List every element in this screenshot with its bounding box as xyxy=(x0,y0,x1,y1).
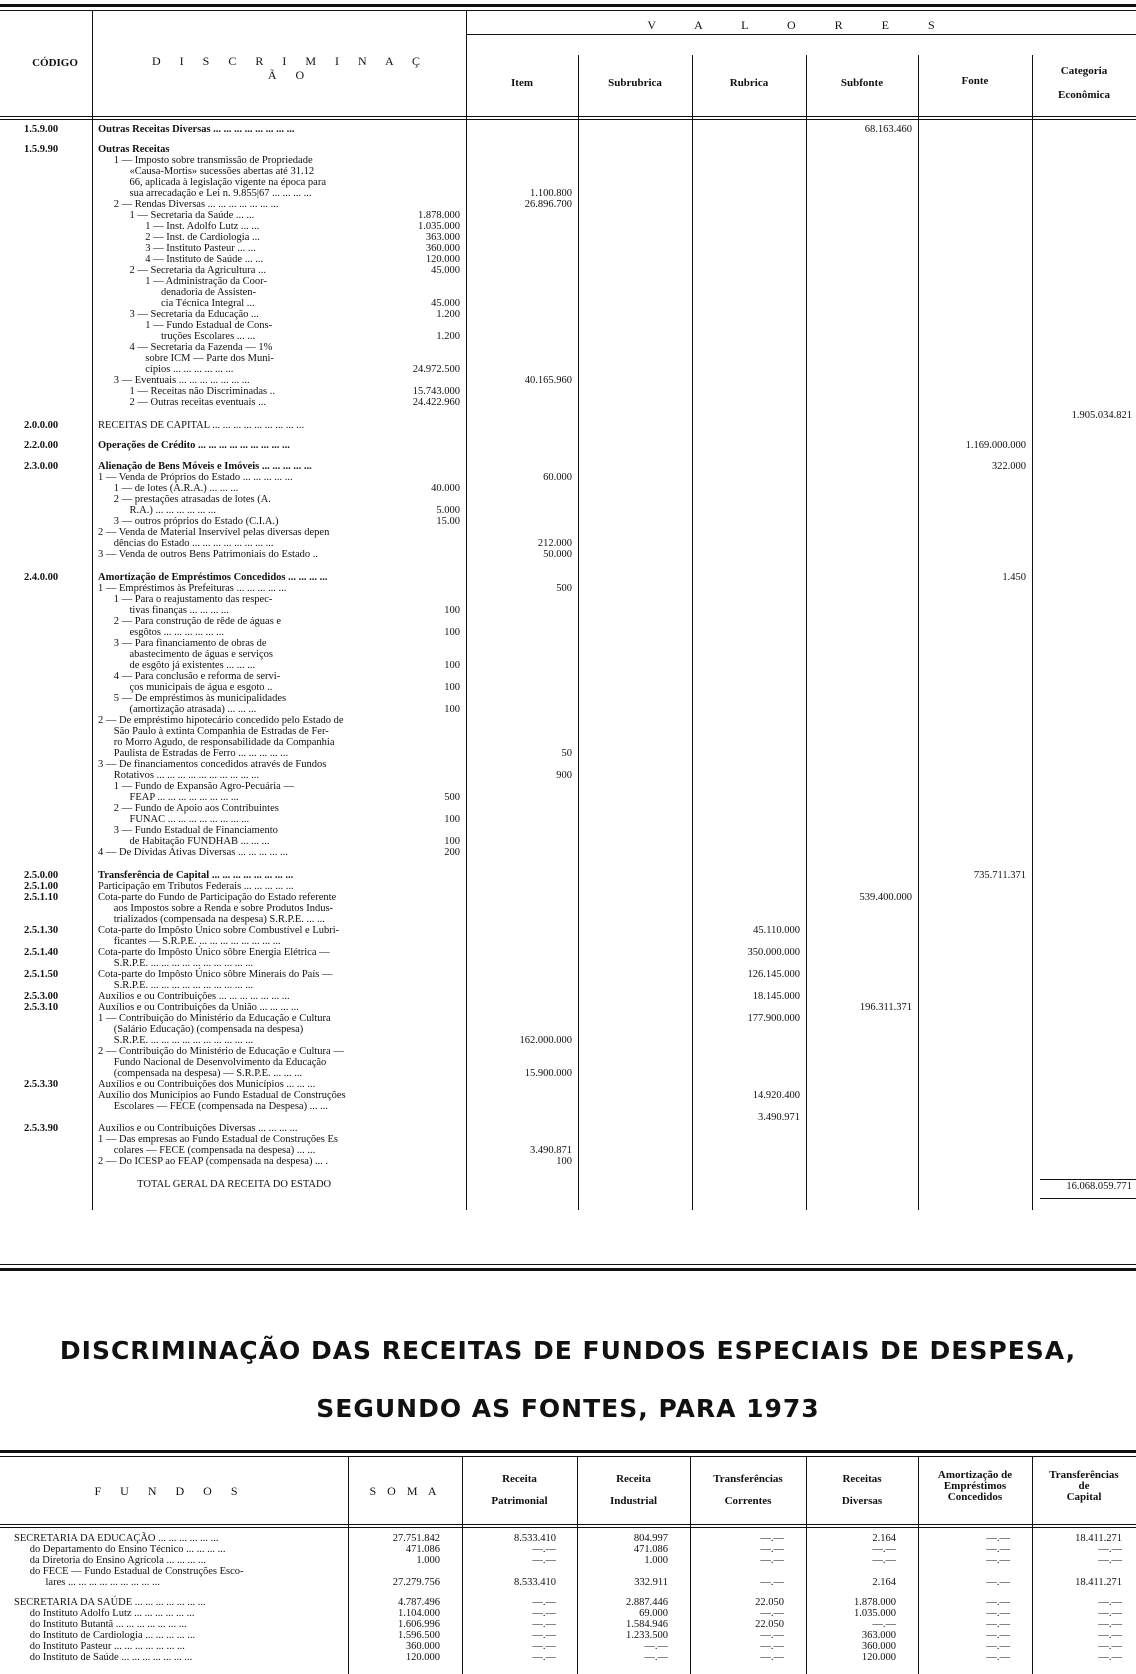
row-rubrica-value: 177.900.000 xyxy=(747,1013,800,1024)
row-sub-value: 5.000 xyxy=(436,505,460,516)
row-description: «Causa-Mortis» sucessões abertas até 31.12 xyxy=(98,166,315,177)
header-categoria: Categoria xyxy=(1060,65,1108,77)
fund-value: —.— xyxy=(872,1555,896,1566)
fund-name: da Diretoria do Ensino Agrícola ... ... ... ... xyxy=(14,1555,206,1566)
row-description: (compensada na despesa) — S.R.P.E. ... ... ... xyxy=(98,1068,303,1079)
row-fonte-value: 735.711.371 xyxy=(973,870,1026,881)
fund-value: —.— xyxy=(986,1630,1010,1641)
fund-value: —.— xyxy=(986,1597,1010,1608)
row-description: 4 — Instituto de Saúde ... ... xyxy=(98,254,264,265)
row-description: FUNAC ... ... ... ... ... ... ... ... xyxy=(98,814,250,825)
row-item-value: 40.165.960 xyxy=(524,375,572,386)
fund-value: —.— xyxy=(986,1652,1010,1663)
row-description: abastecimento de águas e serviços xyxy=(98,649,273,660)
fund-value: —.— xyxy=(1098,1652,1122,1663)
row-sub-value: 1.200 xyxy=(436,331,460,342)
fund-value: 120.000 xyxy=(405,1652,440,1663)
row-description: dências do Estado ... ... ... ... ... ... ... ... xyxy=(98,538,274,549)
row-description: TOTAL GERAL DA RECEITA DO ESTADO xyxy=(98,1179,332,1190)
row-description: 4 — Secretaria da Fazenda — 1% xyxy=(98,342,273,353)
fund-value: —.— xyxy=(986,1608,1010,1619)
section2-header-soma: S O M A xyxy=(369,1484,441,1498)
row-description: Alienação de Bens Móveis e Imóveis ... ... ... ... ... xyxy=(98,461,312,472)
fund-value: —.— xyxy=(532,1555,556,1566)
fund-value: 27.751.842 xyxy=(392,1533,440,1544)
row-description: Auxílios e ou Contribuições Diversas ... ... ... ... xyxy=(98,1123,298,1134)
row-item-value: 50 xyxy=(561,748,572,759)
row-sub-value: 100 xyxy=(444,682,460,693)
fund-name: do Instituto Butantã ... ... ... ... ... ... ... xyxy=(14,1619,187,1630)
row-description: 2 — Secretaria da Agricultura ... xyxy=(98,265,266,276)
row-sub-value: 24.422.960 xyxy=(412,397,460,408)
fund-value: 1.104.000 xyxy=(398,1608,440,1619)
row-description: Outras Receitas Diversas ... ... ... ... ... ... ... ... xyxy=(98,124,295,135)
row-item-value: 500 xyxy=(556,583,572,594)
row-description: Operações de Crédito ... ... ... ... ... ... ... ... ... xyxy=(98,440,290,451)
row-description: 2 — prestações atrasadas de lotes (A. xyxy=(98,494,271,505)
fund-value: 360.000 xyxy=(861,1641,896,1652)
header-subfonte: Subfonte xyxy=(840,77,884,89)
row-item-value: 162.000.000 xyxy=(519,1035,572,1046)
row-code: 2.5.1.10 xyxy=(24,892,59,903)
fund-value: —.— xyxy=(760,1555,784,1566)
row-description: Auxílios e ou Contribuições dos Municípios ... ... ... xyxy=(98,1079,316,1090)
row-description: 5 — De empréstimos às municipalidades xyxy=(98,693,287,704)
row-code: 2.5.3.00 xyxy=(24,991,59,1002)
row-sub-value: 100 xyxy=(444,660,460,671)
row-description: Auxílio dos Municípios ao Fundo Estadual de Construções xyxy=(98,1090,346,1101)
row-sub-value: 45.000 xyxy=(431,298,460,309)
row-sub-value: 363.000 xyxy=(425,232,460,243)
fund-name: do Departamento do Ensino Técnico ... ... ... ... xyxy=(14,1544,226,1555)
fund-value: —.— xyxy=(986,1555,1010,1566)
row-code: 2.4.0.00 xyxy=(24,572,59,583)
row-description: Paulista de Estradas de Ferro ... ... ... ... ... xyxy=(98,748,289,759)
row-description: 2 — De empréstimo hipotecário concedido pelo Estado de xyxy=(98,715,344,726)
fund-value: —.— xyxy=(644,1641,668,1652)
row-description: 1 — Administração da Coor- xyxy=(98,276,267,287)
row-description: tivas finanças ... ... ... ... xyxy=(98,605,229,616)
fund-value: 2.164 xyxy=(872,1577,896,1588)
row-item-value: 1.100.800 xyxy=(530,188,572,199)
fund-value: 471.086 xyxy=(633,1544,668,1555)
section2-header-col: Receitas Diversas xyxy=(841,1473,883,1507)
row-description: 1 — Imposto sobre transmissão de Propriedade xyxy=(98,155,313,166)
row-description: Participação em Tributos Federais ... ... ... ... ... xyxy=(98,881,294,892)
fund-value: 1.035.000 xyxy=(854,1608,896,1619)
header-discriminacao: D I S C R I M I N A Ç Ã O xyxy=(151,54,429,82)
fund-value: —.— xyxy=(760,1608,784,1619)
row-code: 2.5.3.10 xyxy=(24,1002,59,1013)
row-item-value: 50.000 xyxy=(543,549,572,560)
fund-value: —.— xyxy=(1098,1608,1122,1619)
fund-value: —.— xyxy=(986,1641,1010,1652)
row-description: colares — FECE (compensada na despesa) ... ... xyxy=(98,1145,316,1156)
fund-value: 363.000 xyxy=(861,1630,896,1641)
fund-value: 332.911 xyxy=(634,1577,668,1588)
row-description: 2 — Inst. de Cardiologia ... xyxy=(98,232,260,243)
row-code: 2.0.0.00 xyxy=(24,420,59,431)
fund-value: 360.000 xyxy=(405,1641,440,1652)
fund-value: 1.584.946 xyxy=(626,1619,668,1630)
row-description: 1 — Para o reajustamento das respec- xyxy=(98,594,273,605)
section2-header-col: Receita Patrimonial xyxy=(491,1473,548,1507)
header-economica: Econômica xyxy=(1058,89,1110,101)
row-sub-value: 1.200 xyxy=(436,309,460,320)
row-categoria-value: 1.905.034.821 xyxy=(1071,410,1132,421)
row-fonte-value: 322.000 xyxy=(991,461,1026,472)
row-description: São Paulo à extinta Companhia de Estradas de Fer- xyxy=(98,726,329,737)
fund-name: do Instituto Adolfo Lutz ... ... ... ... ... ... xyxy=(14,1608,195,1619)
row-item-value: 100 xyxy=(556,1156,572,1167)
fund-value: 27.279.756 xyxy=(392,1577,440,1588)
row-rubrica-value: 45.110.000 xyxy=(753,925,800,936)
fund-value: 1.233.500 xyxy=(626,1630,668,1641)
row-sub-value: 1.035.000 xyxy=(418,221,460,232)
fund-value: —.— xyxy=(986,1533,1010,1544)
section2-title-line1: DISCRIMINAÇÃO DAS RECEITAS DE FUNDOS ESPECIAIS DE DESPESA, xyxy=(59,1336,1077,1365)
row-description: 4 — De Dívidas Ativas Diversas ... ... ... ... ... xyxy=(98,847,288,858)
row-description: S.R.P.E. ... ... ... ... ... ... ... ... ... ... xyxy=(98,958,254,969)
row-subfonte-value: 539.400.000 xyxy=(859,892,912,903)
row-description: 1 — Fundo Estadual de Cons- xyxy=(98,320,273,331)
row-rubrica-value: 3.490.971 xyxy=(758,1112,800,1123)
row-description: esgôtos ... ... ... ... ... ... xyxy=(98,627,224,638)
fund-value: —.— xyxy=(986,1619,1010,1630)
fund-value: 471.086 xyxy=(405,1544,440,1555)
row-description: Transferência de Capital ... ... ... ... ... ... ... ... xyxy=(98,870,294,881)
row-description: ços municipais de água e esgoto .. xyxy=(98,682,273,693)
section2-header-col: Transferências de Capital xyxy=(1049,1469,1119,1503)
fund-name: do FECE — Fundo Estadual de Construções Esco- xyxy=(14,1566,244,1577)
fund-value: 1.878.000 xyxy=(854,1597,896,1608)
row-code: 2.5.0.00 xyxy=(24,870,59,881)
row-description: 1 — de lotes (A.R.A.) ... ... ... xyxy=(98,483,239,494)
row-description: RECEITAS DE CAPITAL ... ... ... ... ... ... ... ... ... xyxy=(98,420,305,431)
row-code: 2.5.1.40 xyxy=(24,947,59,958)
row-item-value: 26.896.700 xyxy=(524,199,572,210)
row-sub-value: 200 xyxy=(444,847,460,858)
fund-value: —.— xyxy=(1098,1555,1122,1566)
row-fonte-value: 1.169.000.000 xyxy=(965,440,1026,451)
row-sub-value: 40.000 xyxy=(431,483,460,494)
fund-value: 1.000 xyxy=(416,1555,440,1566)
row-sub-value: 15.743.000 xyxy=(412,386,460,397)
fund-value: 1.000 xyxy=(644,1555,668,1566)
fund-value: —.— xyxy=(532,1608,556,1619)
fund-name: SECRETARIA DA SAÚDE ... ... ... ... ... ... ... xyxy=(14,1597,206,1608)
row-description: 2 — Venda de Material Inservível pelas diversas depen xyxy=(98,527,330,538)
fund-value: 22.050 xyxy=(755,1619,784,1630)
row-description: aos Impostos sobre a Renda e sobre Produtos Indus- xyxy=(98,903,334,914)
fund-name: do Instituto de Saúde ... ... ... ... ... ... ... xyxy=(14,1652,193,1663)
fund-value: —.— xyxy=(760,1641,784,1652)
fund-value: —.— xyxy=(986,1577,1010,1588)
row-description: Auxílios e ou Contribuições ... ... ... ... ... ... ... xyxy=(98,991,290,1002)
row-description: 1 — Inst. Adolfo Lutz ... ... xyxy=(98,221,260,232)
row-item-value: 15.900.000 xyxy=(524,1068,572,1079)
row-sub-value: 24.972.500 xyxy=(412,364,460,375)
row-description: 2 — Fundo de Apoio aos Contribuintes xyxy=(98,803,279,814)
row-code: 2.5.3.90 xyxy=(24,1123,59,1134)
row-description: 3 — Instituto Pasteur ... ... xyxy=(98,243,256,254)
row-description: 1 — Contribuição do Ministério da Educação e Cultura xyxy=(98,1013,331,1024)
fund-value: 22.050 xyxy=(755,1597,784,1608)
section2-header-col: Transferências Correntes xyxy=(713,1473,783,1507)
row-description: 3 — Eventuais ... ... ... ... ... ... ... xyxy=(98,375,250,386)
row-description: 2 — Rendas Diversas ... ... ... ... ... ... ... xyxy=(98,199,279,210)
row-description: 1 — Empréstimos às Prefeituras ... ... ... ... ... xyxy=(98,583,287,594)
fund-value: 2.164 xyxy=(872,1533,896,1544)
row-code: 2.5.3.30 xyxy=(24,1079,59,1090)
fund-value: 1.596.500 xyxy=(398,1630,440,1641)
row-subfonte-value: 68.163.460 xyxy=(864,124,912,135)
section2-header-fundos: F U N D O S xyxy=(94,1484,246,1498)
row-description: 3 — De financiamentos concedidos através de Fundos xyxy=(98,759,327,770)
row-sub-value: 120.000 xyxy=(425,254,460,265)
row-description: Fundo Nacional de Desenvolvimento da Educação xyxy=(98,1057,327,1068)
row-sub-value: 100 xyxy=(444,704,460,715)
fund-value: —.— xyxy=(760,1577,784,1588)
fund-value: —.— xyxy=(760,1630,784,1641)
row-description: Cota-parte do Impôsto Único sôbre Minerais do País — xyxy=(98,969,333,980)
section2-header-col: Receita Industrial xyxy=(609,1473,658,1507)
row-description: 4 — Para conclusão e reforma de servi- xyxy=(98,671,281,682)
fund-value: —.— xyxy=(760,1652,784,1663)
fund-value: —.— xyxy=(1098,1597,1122,1608)
row-sub-value: 500 xyxy=(444,792,460,803)
fund-value: 2.887.446 xyxy=(626,1597,668,1608)
row-description: denadoria de Assisten- xyxy=(98,287,257,298)
row-description: 1 — Fundo de Expansão Agro-Pecuária — xyxy=(98,781,294,792)
row-sub-value: 100 xyxy=(444,814,460,825)
row-description: 1 — Das empresas ao Fundo Estadual de Construções Es xyxy=(98,1134,338,1145)
row-description: sobre ICM — Parte dos Muni- xyxy=(98,353,274,364)
row-sub-value: 1.878.000 xyxy=(418,210,460,221)
fund-value: 120.000 xyxy=(861,1652,896,1663)
row-description: S.R.P.E. ... ... ... ... ... ... ... ... ... ... xyxy=(98,1035,254,1046)
fund-value: —.— xyxy=(872,1544,896,1555)
row-description: 1 — Receitas não Discriminadas .. xyxy=(98,386,276,397)
row-code: 2.5.1.30 xyxy=(24,925,59,936)
fund-value: —.— xyxy=(532,1619,556,1630)
row-subfonte-value: 196.311.371 xyxy=(859,1002,912,1013)
row-description: Auxílios e ou Contribuições da União ... ... ... ... xyxy=(98,1002,299,1013)
section2-header-col: Amortização de Empréstimos Concedidos xyxy=(937,1469,1013,1503)
fund-value: —.— xyxy=(532,1641,556,1652)
fund-value: —.— xyxy=(532,1597,556,1608)
fund-name: SECRETARIA DA EDUCAÇÃO ... ... ... ... ... ... xyxy=(14,1533,219,1544)
row-sub-value: 15.00 xyxy=(436,516,460,527)
row-description: FEAP ... ... ... ... ... ... ... ... xyxy=(98,792,239,803)
row-rubrica-value: 18.145.000 xyxy=(752,991,800,1002)
fund-value: —.— xyxy=(1098,1630,1122,1641)
row-description: de Habitação FUNDHAB ... ... ... xyxy=(98,836,270,847)
fund-value: —.— xyxy=(872,1619,896,1630)
header-codigo: CÓDIGO xyxy=(32,57,78,69)
row-description: Cota-parte do Fundo de Participação do Estado referente xyxy=(98,892,337,903)
fund-value: 8.533.410 xyxy=(514,1577,556,1588)
row-description: ro Morro Agudo, de responsabilidade da Companhia xyxy=(98,737,335,748)
fund-name: do Instituto Pasteur ... ... ... ... ... ... ... xyxy=(14,1641,185,1652)
section2-title-line2: SEGUNDO AS FONTES, PARA 1973 xyxy=(316,1394,820,1423)
row-description: trializados (compensada na despesa) S.R.P.E. ... ... xyxy=(98,914,325,925)
row-sub-value: 45.000 xyxy=(431,265,460,276)
row-description: 3 — outros próprios do Estado (C.I.A.) xyxy=(98,516,279,527)
row-categoria-value: 16.068.059.771 xyxy=(1066,1181,1132,1192)
row-item-value: 900 xyxy=(556,770,572,781)
row-code: 1.5.9.00 xyxy=(24,124,59,135)
row-description: cípios ... ... ... ... ... ... xyxy=(98,364,234,375)
fund-value: —.— xyxy=(1098,1641,1122,1652)
row-description: Outras Receitas xyxy=(98,144,170,155)
row-fonte-value: 1.450 xyxy=(1002,572,1026,583)
row-description: de esgôto já existentes ... ... ... xyxy=(98,660,256,671)
fund-value: —.— xyxy=(986,1544,1010,1555)
row-code: 2.3.0.00 xyxy=(24,461,59,472)
row-code: 1.5.9.90 xyxy=(24,144,59,155)
row-description: (amortização atrasada) ... ... ... xyxy=(98,704,257,715)
row-description: R.A.) ... ... ... ... ... ... xyxy=(98,505,216,516)
fund-value: 18.411.271 xyxy=(1075,1577,1122,1588)
row-description: sua arrecadação e Lei n. 9.855|67 ... ... ... ... xyxy=(98,188,312,199)
fund-value: —.— xyxy=(532,1630,556,1641)
row-description: Escolares — FECE (compensada na Despesa) ... ... xyxy=(98,1101,329,1112)
fund-value: —.— xyxy=(644,1652,668,1663)
row-description: 3 — Fundo Estadual de Financiamento xyxy=(98,825,278,836)
row-description: 2 — Do ICESP ao FEAP (compensada na despesa) ... . xyxy=(98,1156,329,1167)
fund-name: do Instituto de Cardiologia ... ... ... ... ... xyxy=(14,1630,196,1641)
row-sub-value: 100 xyxy=(444,605,460,616)
row-rubrica-value: 350.000.000 xyxy=(747,947,800,958)
row-sub-value: 360.000 xyxy=(425,243,460,254)
row-description: 2 — Outras receitas eventuais ... xyxy=(98,397,266,408)
row-code: 2.5.1.00 xyxy=(24,881,59,892)
row-description: Amortização de Empréstimos Concedidos ... ... ... ... xyxy=(98,572,328,583)
fund-value: —.— xyxy=(1098,1619,1122,1630)
row-description: truções Escolares ... ... xyxy=(98,331,256,342)
row-rubrica-value: 14.920.400 xyxy=(752,1090,800,1101)
row-rubrica-value: 126.145.000 xyxy=(747,969,800,980)
fund-value: 8.533.410 xyxy=(514,1533,556,1544)
row-description: 1 — Secretaria da Saúde ... ... xyxy=(98,210,255,221)
fund-value: —.— xyxy=(532,1544,556,1555)
fund-value: 1.606.996 xyxy=(398,1619,440,1630)
header-rubrica: Rubrica xyxy=(729,77,769,89)
header-subrubrica: Subrubrica xyxy=(608,77,662,89)
row-code: 2.5.1.50 xyxy=(24,969,59,980)
header-fonte: Fonte xyxy=(961,75,989,87)
row-item-value: 3.490.871 xyxy=(530,1145,572,1156)
row-description: 3 — Para financiamento de obras de xyxy=(98,638,267,649)
fund-value: —.— xyxy=(1098,1544,1122,1555)
row-description: Cota-parte do Impôsto Único sôbre Energia Elétrica — xyxy=(98,947,330,958)
row-description: S.R.P.E. ... ... ... ... ... ... ... ... ... ... xyxy=(98,980,254,991)
row-description: Cota-parte do Impôsto Único sobre Combustível e Lubri- xyxy=(98,925,340,936)
header-item: Item xyxy=(511,77,533,89)
row-description: cia Técnica Integral ... xyxy=(98,298,255,309)
fund-name: lares ... ... ... ... ... ... ... ... ... xyxy=(14,1577,160,1588)
fund-value: 4.787.496 xyxy=(398,1597,440,1608)
row-description: (Salário Educação) (compensada na despesa) xyxy=(98,1024,304,1035)
fund-value: 18.411.271 xyxy=(1075,1533,1122,1544)
fund-value: —.— xyxy=(760,1544,784,1555)
row-description: ficantes — S.R.P.E. ... ... ... ... ... ... ... ... xyxy=(98,936,281,947)
fund-value: 69.000 xyxy=(639,1608,668,1619)
fund-value: —.— xyxy=(760,1533,784,1544)
row-description: Rotativos ... ... ... ... ... ... ... ... ... ... xyxy=(98,770,260,781)
row-description: 3 — Secretaria da Educação ... xyxy=(98,309,259,320)
row-description: 66, aplicada à legislação vigente na época para xyxy=(98,177,326,188)
row-item-value: 212.000 xyxy=(537,538,572,549)
fund-value: 804.997 xyxy=(633,1533,668,1544)
fund-value: —.— xyxy=(532,1652,556,1663)
row-sub-value: 100 xyxy=(444,627,460,638)
row-item-value: 60.000 xyxy=(543,472,572,483)
row-description: 2 — Contribuição do Ministério de Educação e Cultura — xyxy=(98,1046,344,1057)
row-description: 1 — Venda de Próprios do Estado ... ... ... ... ... xyxy=(98,472,293,483)
row-description: 3 — Venda de outros Bens Patrimoniais do Estado .. xyxy=(98,549,318,560)
row-sub-value: 100 xyxy=(444,836,460,847)
row-description: 2 — Para construção de rêde de águas e xyxy=(98,616,282,627)
row-code: 2.2.0.00 xyxy=(24,440,59,451)
header-valores: V A L O R E S xyxy=(647,18,953,32)
